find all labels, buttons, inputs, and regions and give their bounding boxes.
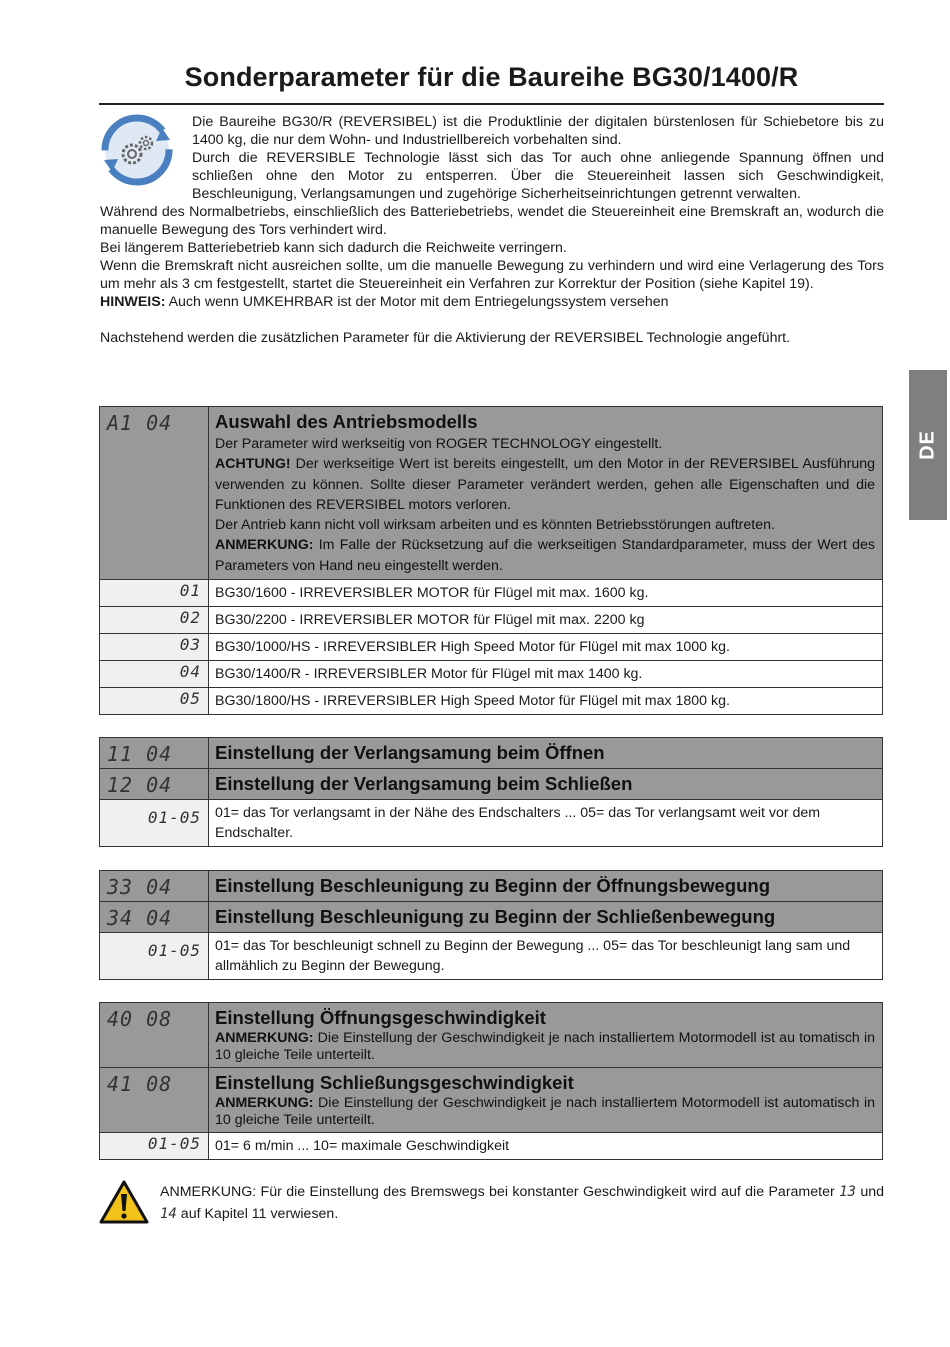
value-code: 01-05 xyxy=(100,933,209,980)
intro-paragraph: Die Baureihe BG30/R (REVERSIBEL) ist die Produktlinie der digitalen bürstenlosen für Schiebetore bis zu 1400 kg, die nur dem Wohn- und Industriellbereich vorbehalten sind. xyxy=(192,114,884,148)
note-text: auf Kapitel 11 verwiesen. xyxy=(176,1206,339,1222)
value-text: 01= das Tor beschleunigt schnell zu Beginn der Bewegung ... 05= das Tor beschleunigt lang sam und allmählich zu Beginn der Bewegung. xyxy=(209,933,883,980)
param-body xyxy=(215,434,875,576)
value-code: 03 xyxy=(100,634,209,661)
param-table-acceleration xyxy=(99,870,883,980)
hint-label: HINWEIS: xyxy=(100,294,166,310)
table-header-row xyxy=(100,1068,883,1133)
param-note xyxy=(215,535,875,576)
title-rule xyxy=(99,103,884,105)
note-text: Im Falle der Rücksetzung auf die werkseitigen Standardparameter, muss der Wert des Parameters von Hand neu eingestellt werden. xyxy=(215,537,875,574)
note-text: und xyxy=(855,1184,884,1200)
table-row xyxy=(100,607,883,634)
param-description xyxy=(209,769,883,800)
param-code: A1 04 xyxy=(100,407,209,580)
table-row xyxy=(100,580,883,607)
hint-text: Auch wenn UMKEHRBAR ist der Motor mit dem Entriegelungssystem versehen xyxy=(165,294,669,310)
table-row xyxy=(100,1133,883,1160)
value-text: BG30/1800/HS - IRREVERSIBLER High Speed Motor für Flügel mit max 1800 kg. xyxy=(209,688,883,715)
spacer xyxy=(100,311,884,329)
param-title: Einstellung der Verlangsamung beim Öffnen xyxy=(215,742,605,763)
param-note xyxy=(215,1095,875,1129)
table-header-row xyxy=(100,1003,883,1068)
param-description xyxy=(209,1003,883,1068)
note-label: ANMERKUNG: xyxy=(215,1095,314,1111)
param-description xyxy=(209,1068,883,1133)
param-table-speed xyxy=(99,1002,883,1160)
value-code: 01-05 xyxy=(100,800,209,847)
intro-paragraph: Während des Normalbetriebs, einschließlich des Batteriebetriebs, wendet die Steuereinheit eine Bremskraft an, wodurch die manuelle Bewegung des Tors verhindert wird. xyxy=(100,204,884,238)
table-row xyxy=(100,661,883,688)
attention-label: ACHTUNG! xyxy=(215,456,291,473)
value-text: BG30/1400/R - IRREVERSIBLER Motor für Flügel mit max 1400 kg. xyxy=(209,661,883,688)
language-tab xyxy=(909,370,947,520)
intro-paragraph: Nachstehend werden die zusätzlichen Parameter für die Aktivierung der REVERSIBEL Technologie angeführt. xyxy=(100,330,791,346)
param-line: Der Parameter wird werkseitig von ROGER TECHNOLOGY eingestellt. xyxy=(215,436,663,452)
hint-paragraph xyxy=(100,293,884,311)
page-title: Sonderparameter für die Baureihe BG30/1400/R xyxy=(184,62,799,92)
param-title: Auswahl des Antriebsmodells xyxy=(215,411,478,432)
param-table-deceleration xyxy=(99,737,883,847)
param-description xyxy=(209,407,883,580)
param-description xyxy=(209,738,883,769)
param-title: Einstellung Beschleunigung zu Beginn der Öffnungsbewegung xyxy=(215,875,770,896)
param-description xyxy=(209,902,883,933)
table-header-row xyxy=(100,407,883,580)
icon-gap xyxy=(100,113,192,201)
param-attention xyxy=(215,454,875,515)
value-code: 05 xyxy=(100,688,209,715)
value-text: 01= 6 m/min ... 10= maximale Geschwindigkeit xyxy=(209,1133,883,1160)
table-row xyxy=(100,933,883,980)
param-code: 33 04 xyxy=(100,871,209,902)
value-code: 02 xyxy=(100,607,209,634)
value-text: BG30/2200 - IRREVERSIBLER MOTOR für Flügel mit max. 2200 kg xyxy=(209,607,883,634)
value-text: BG30/1600 - IRREVERSIBLER MOTOR für Flügel mit max. 1600 kg. xyxy=(209,580,883,607)
brake-note xyxy=(160,1181,884,1225)
value-code: 04 xyxy=(100,661,209,688)
param-title: Einstellung Beschleunigung zu Beginn der Schließenbewegung xyxy=(215,906,776,927)
param-code: 12 04 xyxy=(100,769,209,800)
param-line: Der Antrieb kann nicht voll wirksam arbeiten und es könnten Betriebsstörungen auftreten. xyxy=(215,517,775,534)
param-title: Einstellung der Verlangsamung beim Schließen xyxy=(215,773,633,794)
param-note xyxy=(215,1030,875,1064)
warning-triangle-icon xyxy=(99,1180,149,1224)
intro-paragraph: Bei längerem Batteriebetrieb kann sich dadurch die Reichweite verringern. xyxy=(100,240,567,256)
table-row xyxy=(100,800,883,847)
table-header-row xyxy=(100,902,883,933)
note-text: Die Einstellung der Geschwindigkeit je nach installiertem Motormodell ist automatisch in 10 gleiche Teile unterteilt. xyxy=(215,1095,875,1128)
param-title: Einstellung Öffnungsgeschwindigkeit xyxy=(215,1007,546,1028)
intro-text xyxy=(100,113,884,347)
attention-text: Der werkseitige Wert ist bereits eingestellt, um den Motor in der REVERSIBEL Ausführung verwenden zu können. Sollte dieser Parameter verändert werden, gehen alle Eigenschaften und die Funktionen des REVERSIBEL motors verloren. xyxy=(215,456,875,513)
param-code: 40 08 xyxy=(100,1003,209,1068)
param-table-drive-model xyxy=(99,406,883,715)
param-code: 41 08 xyxy=(100,1068,209,1133)
note-label: ANMERKUNG: xyxy=(215,1030,314,1046)
value-text: BG30/1000/HS - IRREVERSIBLER High Speed Motor für Flügel mit max 1000 kg. xyxy=(209,634,883,661)
note-label: ANMERKUNG: xyxy=(215,537,314,554)
param-code: 34 04 xyxy=(100,902,209,933)
param-13-code: 13 xyxy=(839,1184,856,1200)
note-text: Die Einstellung der Geschwindigkeit je nach installiertem Motormodell ist au tomatisch in 10 gleiche Teile unterteilt. xyxy=(215,1030,875,1063)
table-header-row xyxy=(100,871,883,902)
language-tab-label: DE xyxy=(916,430,939,460)
param-code: 11 04 xyxy=(100,738,209,769)
value-code: 01 xyxy=(100,580,209,607)
table-header-row xyxy=(100,738,883,769)
table-header-row xyxy=(100,769,883,800)
value-text: 01= das Tor verlangsamt in der Nähe des Endschalters ... 05= das Tor verlangsamt weit vor dem Endschalter. xyxy=(209,800,883,847)
param-14-code: 14 xyxy=(160,1206,177,1222)
note-text: ANMERKUNG: Für die Einstellung des Bremswegs bei konstanter Geschwindigkeit wird auf die Parameter xyxy=(160,1184,840,1200)
intro-paragraph: Wenn die Bremskraft nicht ausreichen sollte, um die manuelle Bewegung zu verhindern und wird eine Verlagerung des Tors um mehr als 3 cm festgestellt, startet die Steuereinheit ein Verfahren zur Korrektur der Position (siehe Kapitel 19). xyxy=(100,258,884,292)
param-title: Einstellung Schließungsgeschwindigkeit xyxy=(215,1072,574,1093)
table-row xyxy=(100,688,883,715)
intro-paragraph: Durch die REVERSIBLE Technologie lässt sich das Tor auch ohne anliegende Spannung öffnen und schließen ohne den Motor zu entsperren. Über die Steuereinheit lassen sich Geschwindigkeit, Beschleunigung, Verlangsamungen und zugehörige Sicherheitseinrichtungen getrennt verwalten. xyxy=(192,150,884,202)
value-code: 01-05 xyxy=(100,1133,209,1160)
param-description xyxy=(209,871,883,902)
table-row xyxy=(100,634,883,661)
